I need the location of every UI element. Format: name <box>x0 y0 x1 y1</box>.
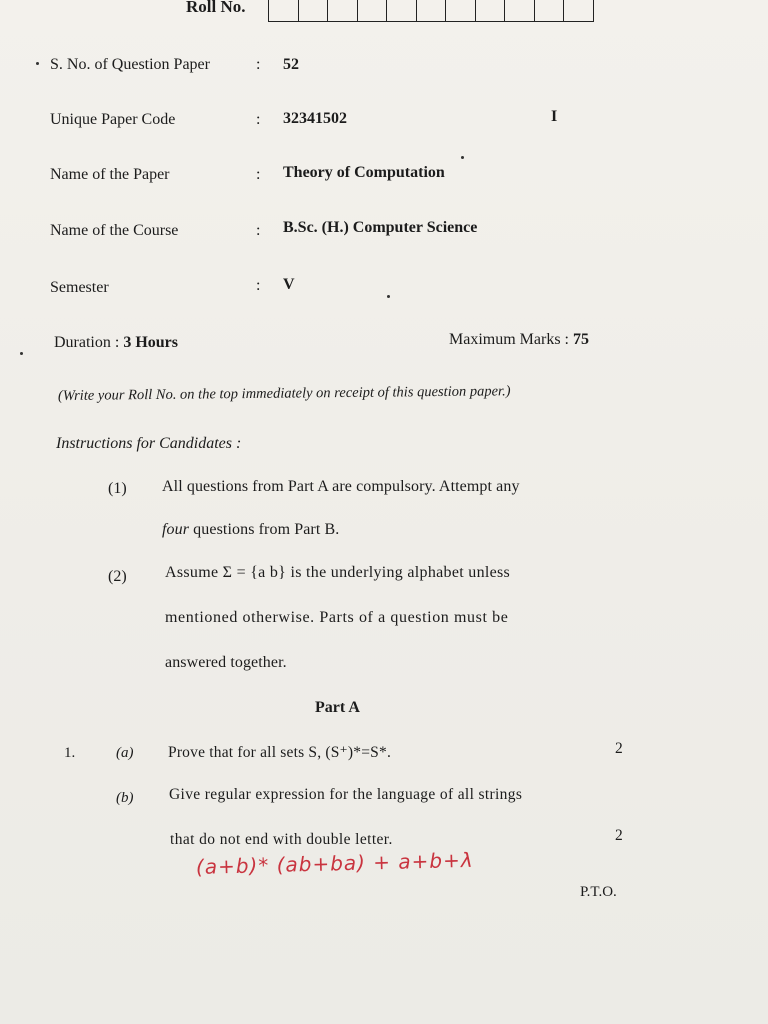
maximum-marks-value: 75 <box>573 331 589 348</box>
question-1b-line-1: Give regular expression for the language of all strings <box>169 786 523 803</box>
semester-label: Semester <box>50 279 109 296</box>
stray-mark <box>461 156 464 159</box>
question-number: 1. <box>64 745 76 761</box>
colon: : <box>256 166 261 183</box>
part-a-heading: Part A <box>315 699 360 716</box>
colon: : <box>256 222 261 239</box>
handwritten-answer: (a+b)* (ab+ba) + a+b+λ <box>195 847 474 879</box>
roll-box <box>299 0 329 21</box>
stray-mark <box>36 62 39 65</box>
maximum-marks-label: Maximum Marks : <box>449 331 569 348</box>
roll-box <box>446 0 476 21</box>
question-1b-line-2: that do not end with double letter. <box>170 831 393 848</box>
instruction-1-line-2-rest: questions from Part B. <box>189 521 340 538</box>
question-part-label: (a) <box>116 745 134 761</box>
unique-paper-code-label: Unique Paper Code <box>50 111 176 128</box>
question-part-label: (b) <box>116 790 134 806</box>
pto-label: P.T.O. <box>580 884 617 900</box>
course-name-value: B.Sc. (H.) Computer Science <box>283 219 478 236</box>
instruction-number: (1) <box>108 480 127 497</box>
instruction-2-line-1: Assume Σ = {a b} is the underlying alphabet unless <box>165 564 511 581</box>
question-marks: 2 <box>615 740 623 757</box>
instruction-1-line-2 <box>162 521 339 539</box>
question-paper-sno-value: 52 <box>283 56 299 73</box>
roll-no-label: Roll No. <box>186 0 246 16</box>
paper-name-value: Theory of Computation <box>283 164 445 181</box>
roll-box <box>564 0 593 21</box>
roll-box <box>358 0 388 21</box>
colon: : <box>256 277 261 294</box>
instruction-emphasis: four <box>162 521 190 538</box>
semester-value: V <box>283 276 295 293</box>
instruction-2-line-3: answered together. <box>165 654 287 671</box>
instruction-number: (2) <box>108 568 127 585</box>
roll-no-boxes <box>268 0 594 22</box>
paper-name-label: Name of the Paper <box>50 166 170 183</box>
duration-label: Duration : <box>54 334 120 351</box>
instructions-title: Instructions for Candidates : <box>56 435 242 452</box>
course-name-label: Name of the Course <box>50 222 179 239</box>
question-marks: 2 <box>615 827 623 844</box>
paper-set-mark: I <box>551 108 558 125</box>
roll-box <box>387 0 417 21</box>
roll-box <box>417 0 447 21</box>
unique-paper-code-value: 32341502 <box>283 110 347 127</box>
roll-box <box>505 0 535 21</box>
duration <box>54 334 178 352</box>
colon: : <box>256 56 261 73</box>
roll-box <box>476 0 506 21</box>
stray-mark <box>20 352 23 355</box>
instruction-1-line-1: All questions from Part A are compulsory. Attempt any <box>162 478 520 495</box>
roll-box <box>328 0 358 21</box>
instruction-2-line-2: mentioned otherwise. Parts of a question must be <box>165 609 509 626</box>
roll-no-note: (Write your Roll No. on the top immediately on receipt of this question paper.) <box>57 383 511 404</box>
colon: : <box>256 111 261 128</box>
maximum-marks <box>449 331 589 349</box>
question-1a-text: Prove that for all sets S, (S⁺)*=S*. <box>168 744 392 761</box>
question-paper-sno-label: S. No. of Question Paper <box>50 56 210 73</box>
roll-box <box>269 0 299 21</box>
stray-mark <box>387 295 390 298</box>
roll-box <box>535 0 565 21</box>
duration-value: 3 Hours <box>123 334 178 351</box>
